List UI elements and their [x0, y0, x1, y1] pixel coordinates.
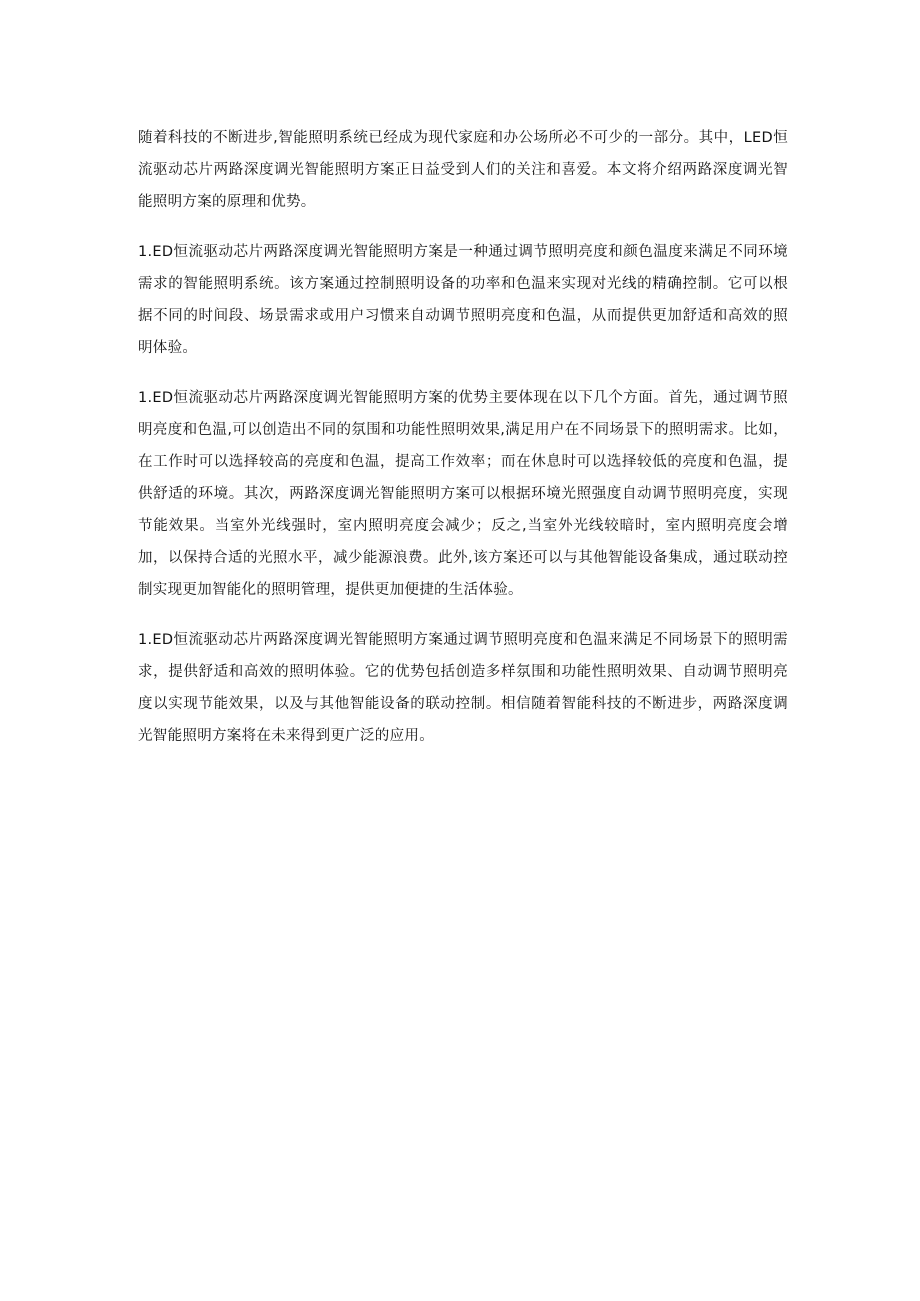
paragraph-conclusion: 1.ED恒流驱动芯片两路深度调光智能照明方案通过调节照明亮度和色温来满足不同场景下的照明需求，提供舒适和高效的照明体验。它的优势包括创造多样氛围和功能性照明效果、自动调节照明亮度以实现节能效果，以及与其他智能设备的联动控制。相信随着智能科技的不断进步，两路深度调光智能照明方案将在未来得到更广泛的应用。 [138, 632, 788, 744]
paragraph-advantages: 1.ED恒流驱动芯片两路深度调光智能照明方案的优势主要体现在以下几个方面。首先，通过调节照明亮度和色温,可以创造出不同的氛围和功能性照明效果,满足用户在不同场景下的照明需求。比如，在工作时可以选择较高的亮度和色温，提高工作效率；而在休息时可以选择较低的亮度和色温，提供舒适的环境。其次，两路深度调光智能照明方案可以根据环境光照强度自动调节照明亮度，实现节能效果。当室外光线强时，室内照明亮度会减少；反之,当室外光线较暗时，室内照明亮度会增加，以保持合适的光照水平，减少能源浪费。此外,该方案还可以与其他智能设备集成，通过联动控制实现更加智能化的照明管理，提供更加便捷的生活体验。 [138, 390, 788, 598]
paragraph-principle: 1.ED恒流驱动芯片两路深度调光智能照明方案是一种通过调节照明亮度和颜色温度来满足不同环境需求的智能照明系统。该方案通过控制照明设备的功率和色温来实现对光线的精确控制。它可以根据不同的时间段、场景需求或用户习惯来自动调节照明亮度和色温，从而提供更加舒适和高效的照明体验。 [138, 244, 788, 356]
paragraph-intro: 随着科技的不断进步,智能照明系统已经成为现代家庭和办公场所必不可少的一部分。其中，LED恒流驱动芯片两路深度调光智能照明方案正日益受到人们的关注和喜爱。本文将介绍两路深度调光智能照明方案的原理和优势。 [138, 130, 788, 210]
document-body [138, 122, 788, 770]
